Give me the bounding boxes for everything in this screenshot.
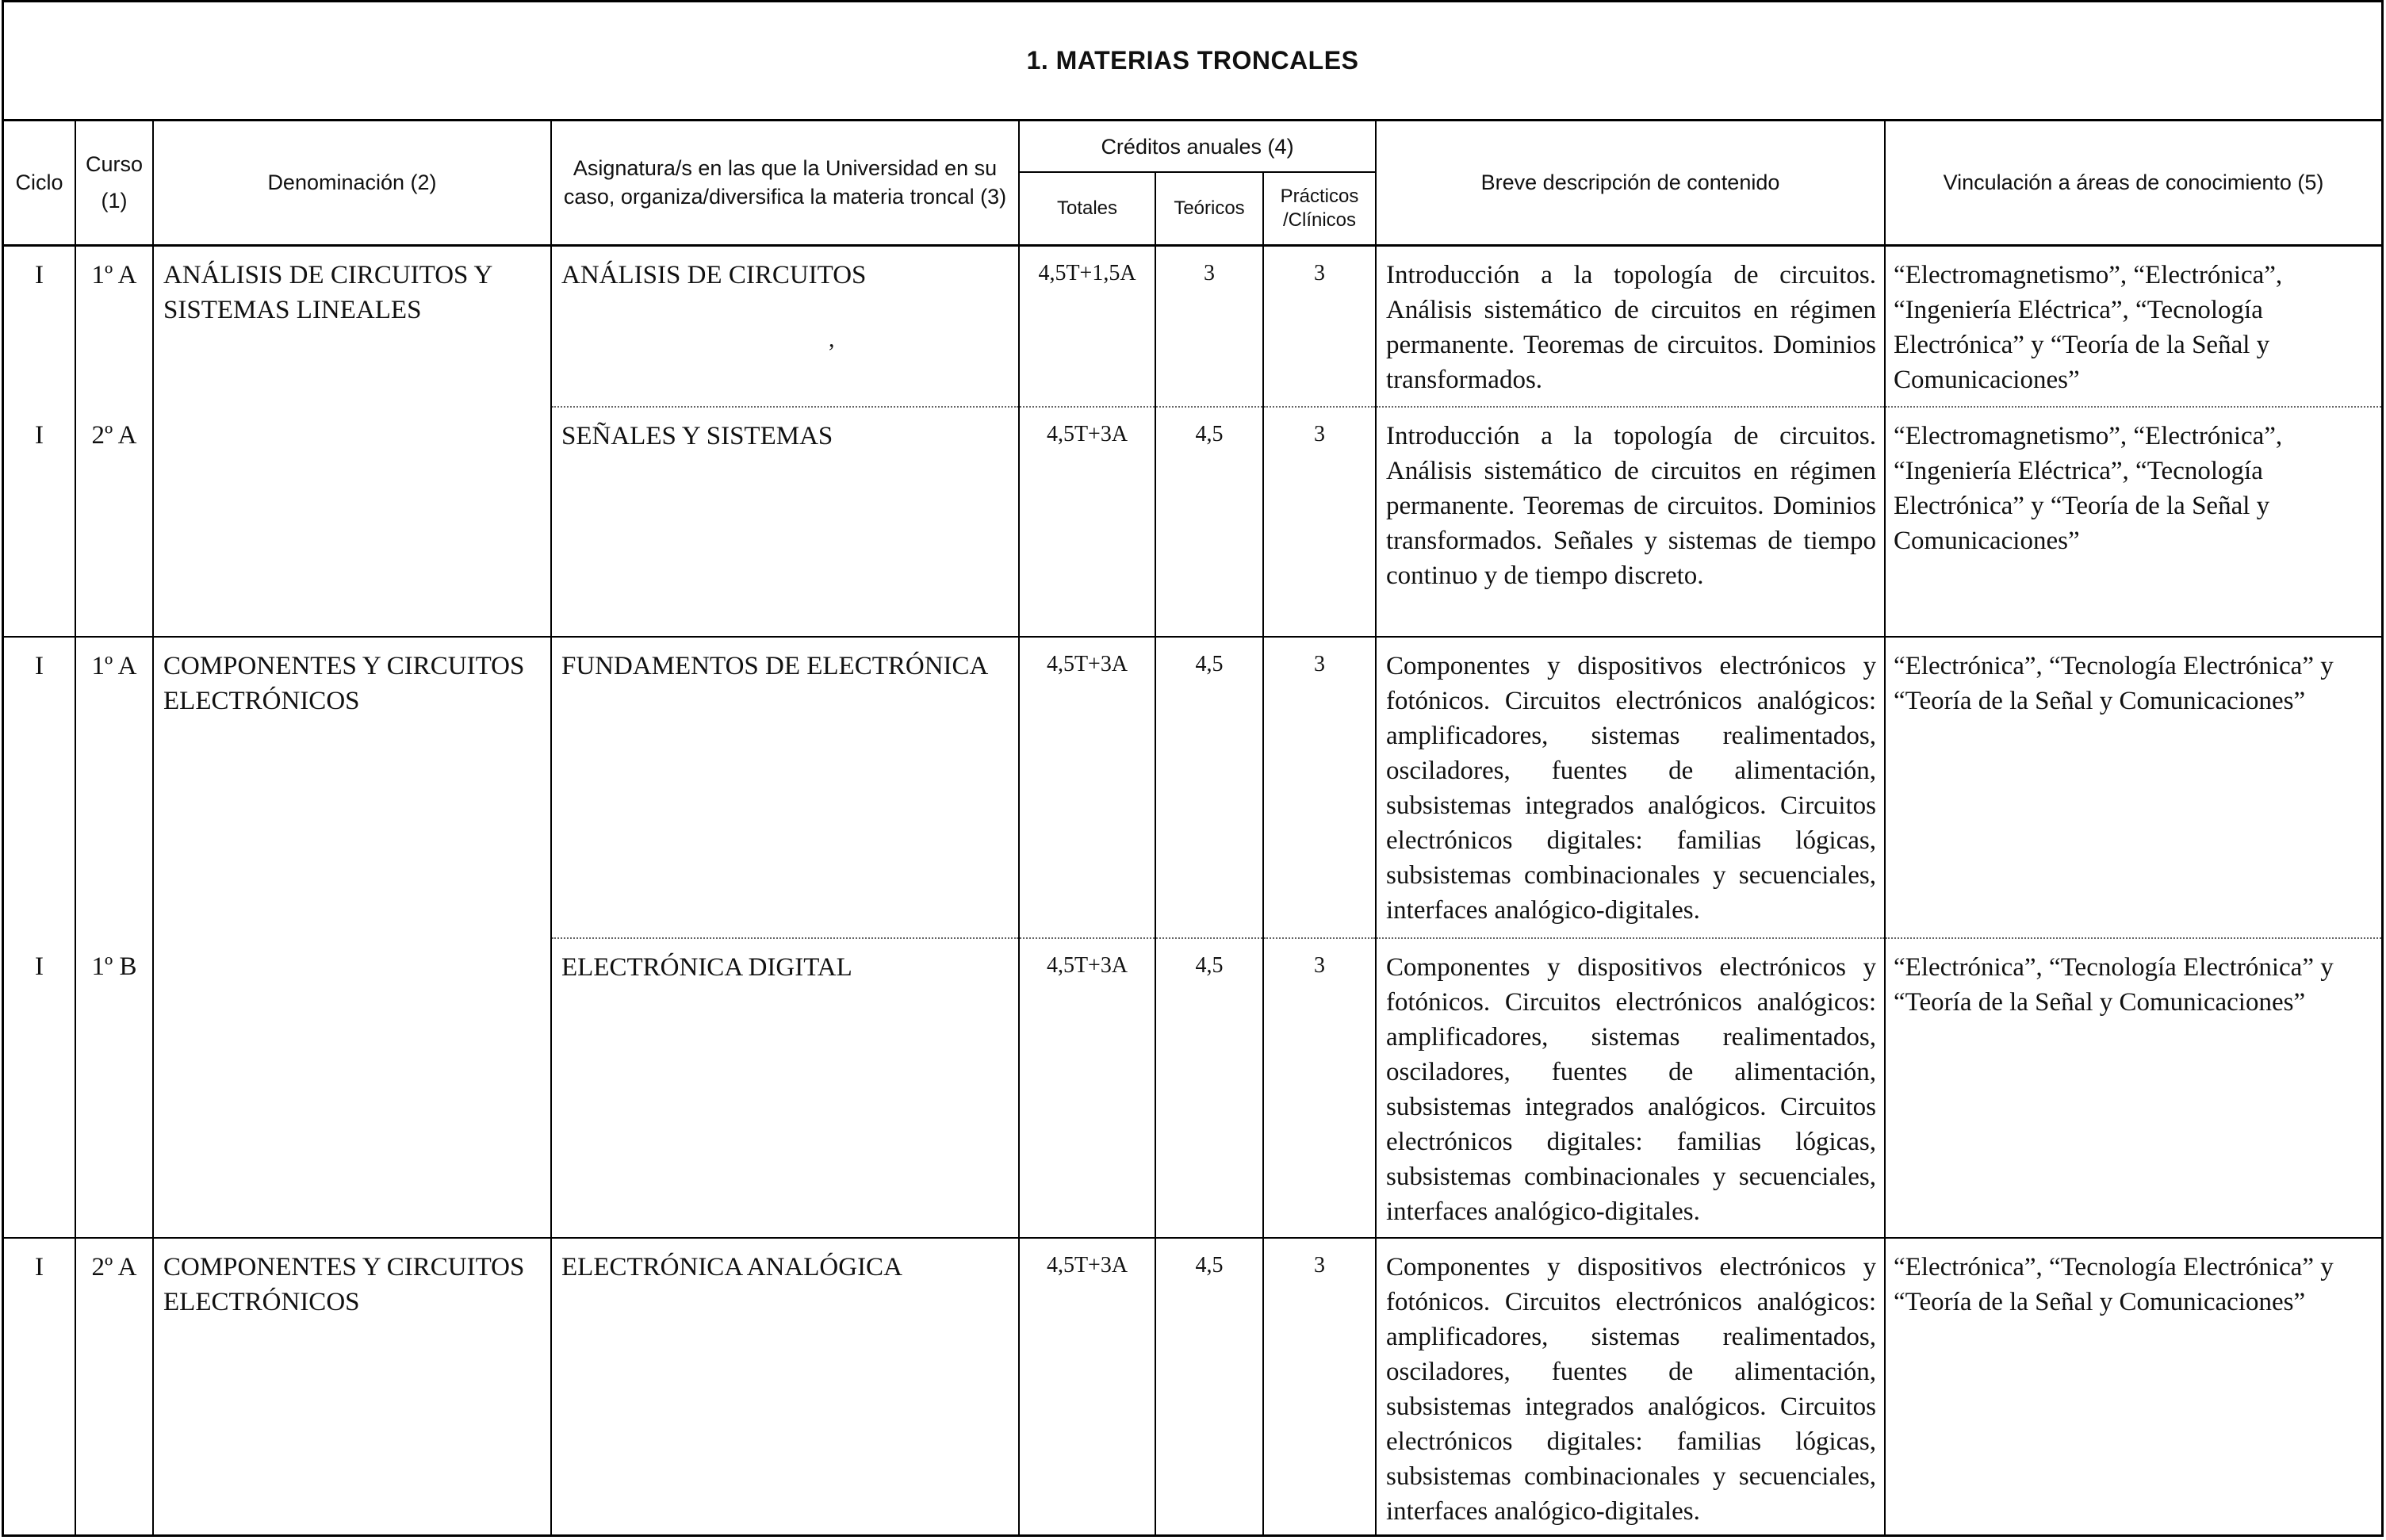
header-curso-line1: Curso — [85, 152, 144, 177]
cell-denominacion-text: COMPONENTES Y CIRCUITOS ELECTRÓNICOS — [163, 1253, 525, 1316]
cell-teoricos: 4,5 — [1155, 938, 1263, 1238]
cell-asignatura — [551, 1238, 1019, 1536]
cell-practicos: 3 — [1263, 1238, 1376, 1536]
cell-descripcion — [1376, 1238, 1885, 1536]
header-totales: Totales — [1019, 172, 1155, 245]
cell-ciclo-text: I — [35, 260, 44, 289]
cell-curso — [75, 637, 153, 938]
header-asignatura: Asignatura/s en las que la Universidad en su caso, organiza/diversifica la materia troncal (3) — [551, 121, 1019, 245]
table-row — [4, 245, 2381, 407]
table-row — [4, 637, 2381, 938]
cell-ciclo-text: I — [35, 421, 44, 450]
page-title: 1. MATERIAS TRONCALES — [4, 2, 2381, 121]
cell-curso-text: 2º A — [91, 421, 137, 450]
cell-curso-text: 1º B — [91, 952, 137, 981]
cell-vinculacion — [1885, 1238, 2381, 1536]
header-creditos: Créditos anuales (4) — [1019, 121, 1376, 172]
cell-totales: 4,5T+3A — [1019, 938, 1155, 1238]
table-row — [4, 1238, 2381, 1536]
cell-ciclo — [4, 1238, 75, 1536]
cell-asignatura — [551, 938, 1019, 1238]
stray-mark: , — [829, 326, 835, 352]
header-ciclo: Ciclo — [4, 121, 75, 245]
header-teoricos: Teóricos — [1155, 172, 1263, 245]
cell-descripcion — [1376, 938, 1885, 1238]
cell-vinculacion — [1885, 407, 2381, 637]
cell-asignatura-text: ELECTRÓNICA DIGITAL — [561, 953, 852, 982]
cell-asignatura-text: ELECTRÓNICA ANALÓGICA — [561, 1253, 902, 1281]
cell-descripcion — [1376, 245, 1885, 407]
cell-vinculacion — [1885, 938, 2381, 1238]
header-curso-line2: (1) — [101, 189, 128, 213]
cell-teoricos: 4,5 — [1155, 1238, 1263, 1536]
materias-table — [4, 121, 2381, 1536]
cell-vinculacion-text: “Electrónica”, “Tecnología Electrónica” y “Teoría de la Señal y Comunicaciones” — [1894, 1253, 2334, 1316]
cell-teoricos: 4,5 — [1155, 637, 1263, 938]
cell-descripcion — [1376, 407, 1885, 637]
cell-vinculacion-text: “Electrónica”, “Tecnología Electrónica” y “Teoría de la Señal y Comunicaciones” — [1894, 652, 2334, 715]
cell-curso — [75, 407, 153, 637]
cell-denominacion-text: ANÁLISIS DE CIRCUITOS Y SISTEMAS LINEALES — [163, 260, 492, 324]
cell-descripcion-text: Componentes y dispositivos electrónicos y fotónicos. Circuitos electrónicos analógicos: amplificadores, sistemas realimentados, osciladores, fuentes de alimentación, subsistemas integrados analógicos. Circuitos electrónicos digitales: familias lógicas, subsistemas combinacionales y secuenciales, interfaces analógico-digitales. — [1386, 953, 1877, 1226]
header-vinculacion: Vinculación a áreas de conocimiento (5) — [1885, 121, 2381, 245]
cell-descripcion-text: Componentes y dispositivos electrónicos y fotónicos. Circuitos electrónicos analógicos: amplificadores, sistemas realimentados, osciladores, fuentes de alimentación, subsistemas integrados analógicos. Circuitos electrónicos digitales: familias lógicas, subsistemas combinacionales y secuenciales, interfaces analógico-digitales. — [1386, 1253, 1877, 1526]
cell-totales: 4,5T+3A — [1019, 407, 1155, 637]
cell-denominacion-text: COMPONENTES Y CIRCUITOS ELECTRÓNICOS — [163, 652, 525, 715]
cell-ciclo — [4, 637, 75, 938]
cell-asignatura — [551, 637, 1019, 938]
cell-curso — [75, 1238, 153, 1536]
cell-totales: 4,5T+3A — [1019, 1238, 1155, 1536]
cell-vinculacion — [1885, 245, 2381, 407]
document-page — [2, 0, 2384, 1537]
cell-descripcion — [1376, 637, 1885, 938]
header-curso — [75, 121, 153, 245]
header-denominacion: Denominación (2) — [153, 121, 551, 245]
header-descripcion: Breve descripción de contenido — [1376, 121, 1885, 245]
cell-ciclo-text: I — [35, 1253, 44, 1281]
cell-vinculacion — [1885, 637, 2381, 938]
cell-vinculacion-text: “Electromagnetismo”, “Electrónica”, “Ingeniería Eléctrica”, “Tecnología Electrónica” y “Teoría de la Señal y Comunicaciones” — [1894, 260, 2283, 394]
cell-vinculacion-text: “Electromagnetismo”, “Electrónica”, “Ingeniería Eléctrica”, “Tecnología Electrónica” y “Teoría de la Señal y Comunicaciones” — [1894, 422, 2283, 555]
cell-curso-text: 1º A — [91, 652, 137, 680]
cell-vinculacion-text: “Electrónica”, “Tecnología Electrónica” y “Teoría de la Señal y Comunicaciones” — [1894, 953, 2334, 1017]
cell-totales: 4,5T+1,5A — [1019, 245, 1155, 407]
cell-curso-text: 1º A — [91, 260, 137, 289]
cell-ciclo — [4, 407, 75, 637]
cell-descripcion-text: Introducción a la topología de circuitos. Análisis sistemático de circuitos en régimen permanente. Teoremas de circuitos. Dominios transformados. — [1386, 260, 1877, 394]
cell-asignatura — [551, 245, 1019, 407]
cell-descripcion-text: Introducción a la topología de circuitos. Análisis sistemático de circuitos en régimen permanente. Teoremas de circuitos. Dominios transformados. Señales y sistemas de tiempo continuo y de tiempo discreto. — [1386, 422, 1877, 590]
cell-ciclo — [4, 938, 75, 1238]
cell-denominacion — [153, 637, 551, 1238]
cell-ciclo — [4, 245, 75, 407]
cell-practicos: 3 — [1263, 407, 1376, 637]
cell-totales: 4,5T+3A — [1019, 637, 1155, 938]
cell-ciclo-text: I — [35, 952, 44, 981]
cell-ciclo-text: I — [35, 652, 44, 680]
cell-practicos: 3 — [1263, 637, 1376, 938]
cell-curso-text: 2º A — [91, 1253, 137, 1281]
cell-denominacion — [153, 1238, 551, 1536]
cell-denominacion — [153, 245, 551, 637]
cell-asignatura-text: SEÑALES Y SISTEMAS — [561, 422, 833, 450]
cell-descripcion-text: Componentes y dispositivos electrónicos y fotónicos. Circuitos electrónicos analógicos: amplificadores, sistemas realimentados, osciladores, fuentes de alimentación, subsistemas integrados analógicos. Circuitos electrónicos digitales: familias lógicas, subsistemas combinacionales y secuenciales, interfaces analógico-digitales. — [1386, 652, 1877, 925]
cell-asignatura-text: ANÁLISIS DE CIRCUITOS — [561, 260, 867, 289]
cell-curso — [75, 245, 153, 407]
cell-practicos: 3 — [1263, 245, 1376, 407]
cell-asignatura-text: FUNDAMENTOS DE ELECTRÓNICA — [561, 652, 989, 680]
cell-teoricos: 3 — [1155, 245, 1263, 407]
cell-teoricos: 4,5 — [1155, 407, 1263, 637]
cell-asignatura — [551, 407, 1019, 637]
header-practicos: Prácticos /Clínicos — [1263, 172, 1376, 245]
cell-practicos: 3 — [1263, 938, 1376, 1238]
cell-curso — [75, 938, 153, 1238]
